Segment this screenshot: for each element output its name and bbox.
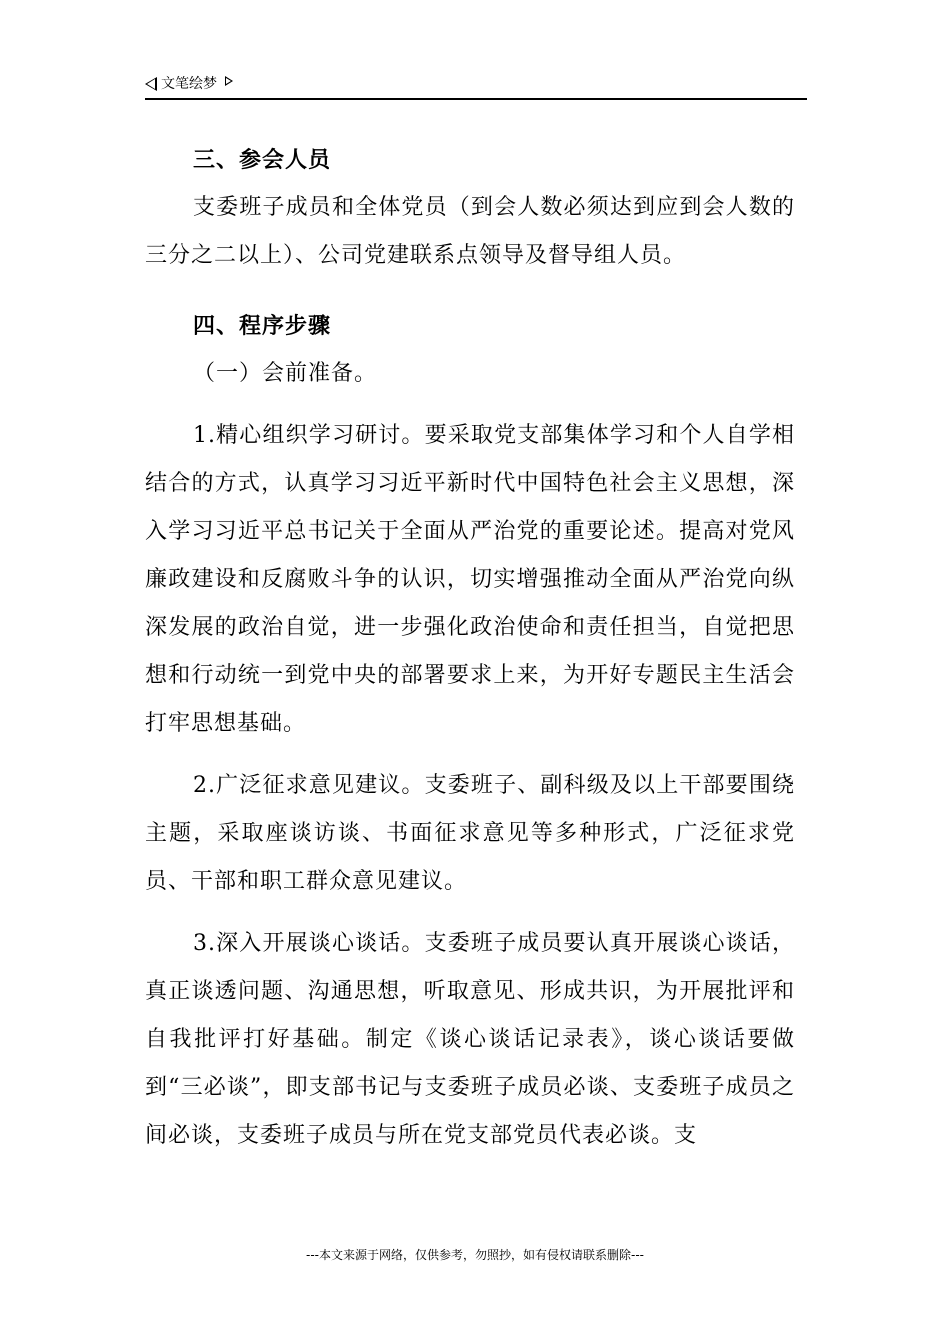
header-title: 文笔绘梦 [161,76,217,92]
paragraph-3: 3.深入开展谈心谈话。支委班子成员要认真开展谈心谈话，真正谈透问题、沟通思想，听取意见、形成共识，为开展批评和自我批评打好基础。制定《谈心谈话记录表》，谈心谈话要做到“三必谈”，即支部书记与支委班子成员必谈、支委班子成员之间必谈，支委班子成员与所在党支部党员代表必谈。支 [145,931,795,1148]
paragraph-2: 2.广泛征求意见建议。支委班子、副科级及以上干部要围绕主题，采取座谈访谈、书面征求意见等多种形式，广泛征求党员、干部和职工群众意见建议。 [145,773,795,894]
section-heading-4: 四、程序步骤 [193,313,332,339]
section-3-paragraph: 支委班子成员和全体党员（到会人数必须达到应到会人数的三分之二以上）、公司党建联系点领导及督导组人员。 [145,195,795,268]
document-body [145,128,795,1160]
subsection-heading-1: （一）会前准备。 [193,361,378,386]
triangle-left-icon [145,77,157,91]
triangle-right-icon [225,76,233,86]
page-header [145,72,807,100]
page-footer: ---本文来源于网络，仅供参考，勿照抄，如有侵权请联系删除--- [306,1248,644,1262]
paragraph-1: 1.精心组织学习研讨。要采取党支部集体学习和个人自学相结合的方式，认真学习习近平新时代中国特色社会主义思想，深入学习习近平总书记关于全面从严治党的重要论述。提高对党风廉政建设和反腐败斗争的认识，切实增强推动全面从严治党向纵深发展的政治自觉，进一步强化政治使命和责任担当，自觉把思想和行动统一到党中央的部署要求上来，为开好专题民主生活会打牢思想基础。 [145,423,795,736]
section-heading-3: 三、参会人员 [193,147,332,173]
